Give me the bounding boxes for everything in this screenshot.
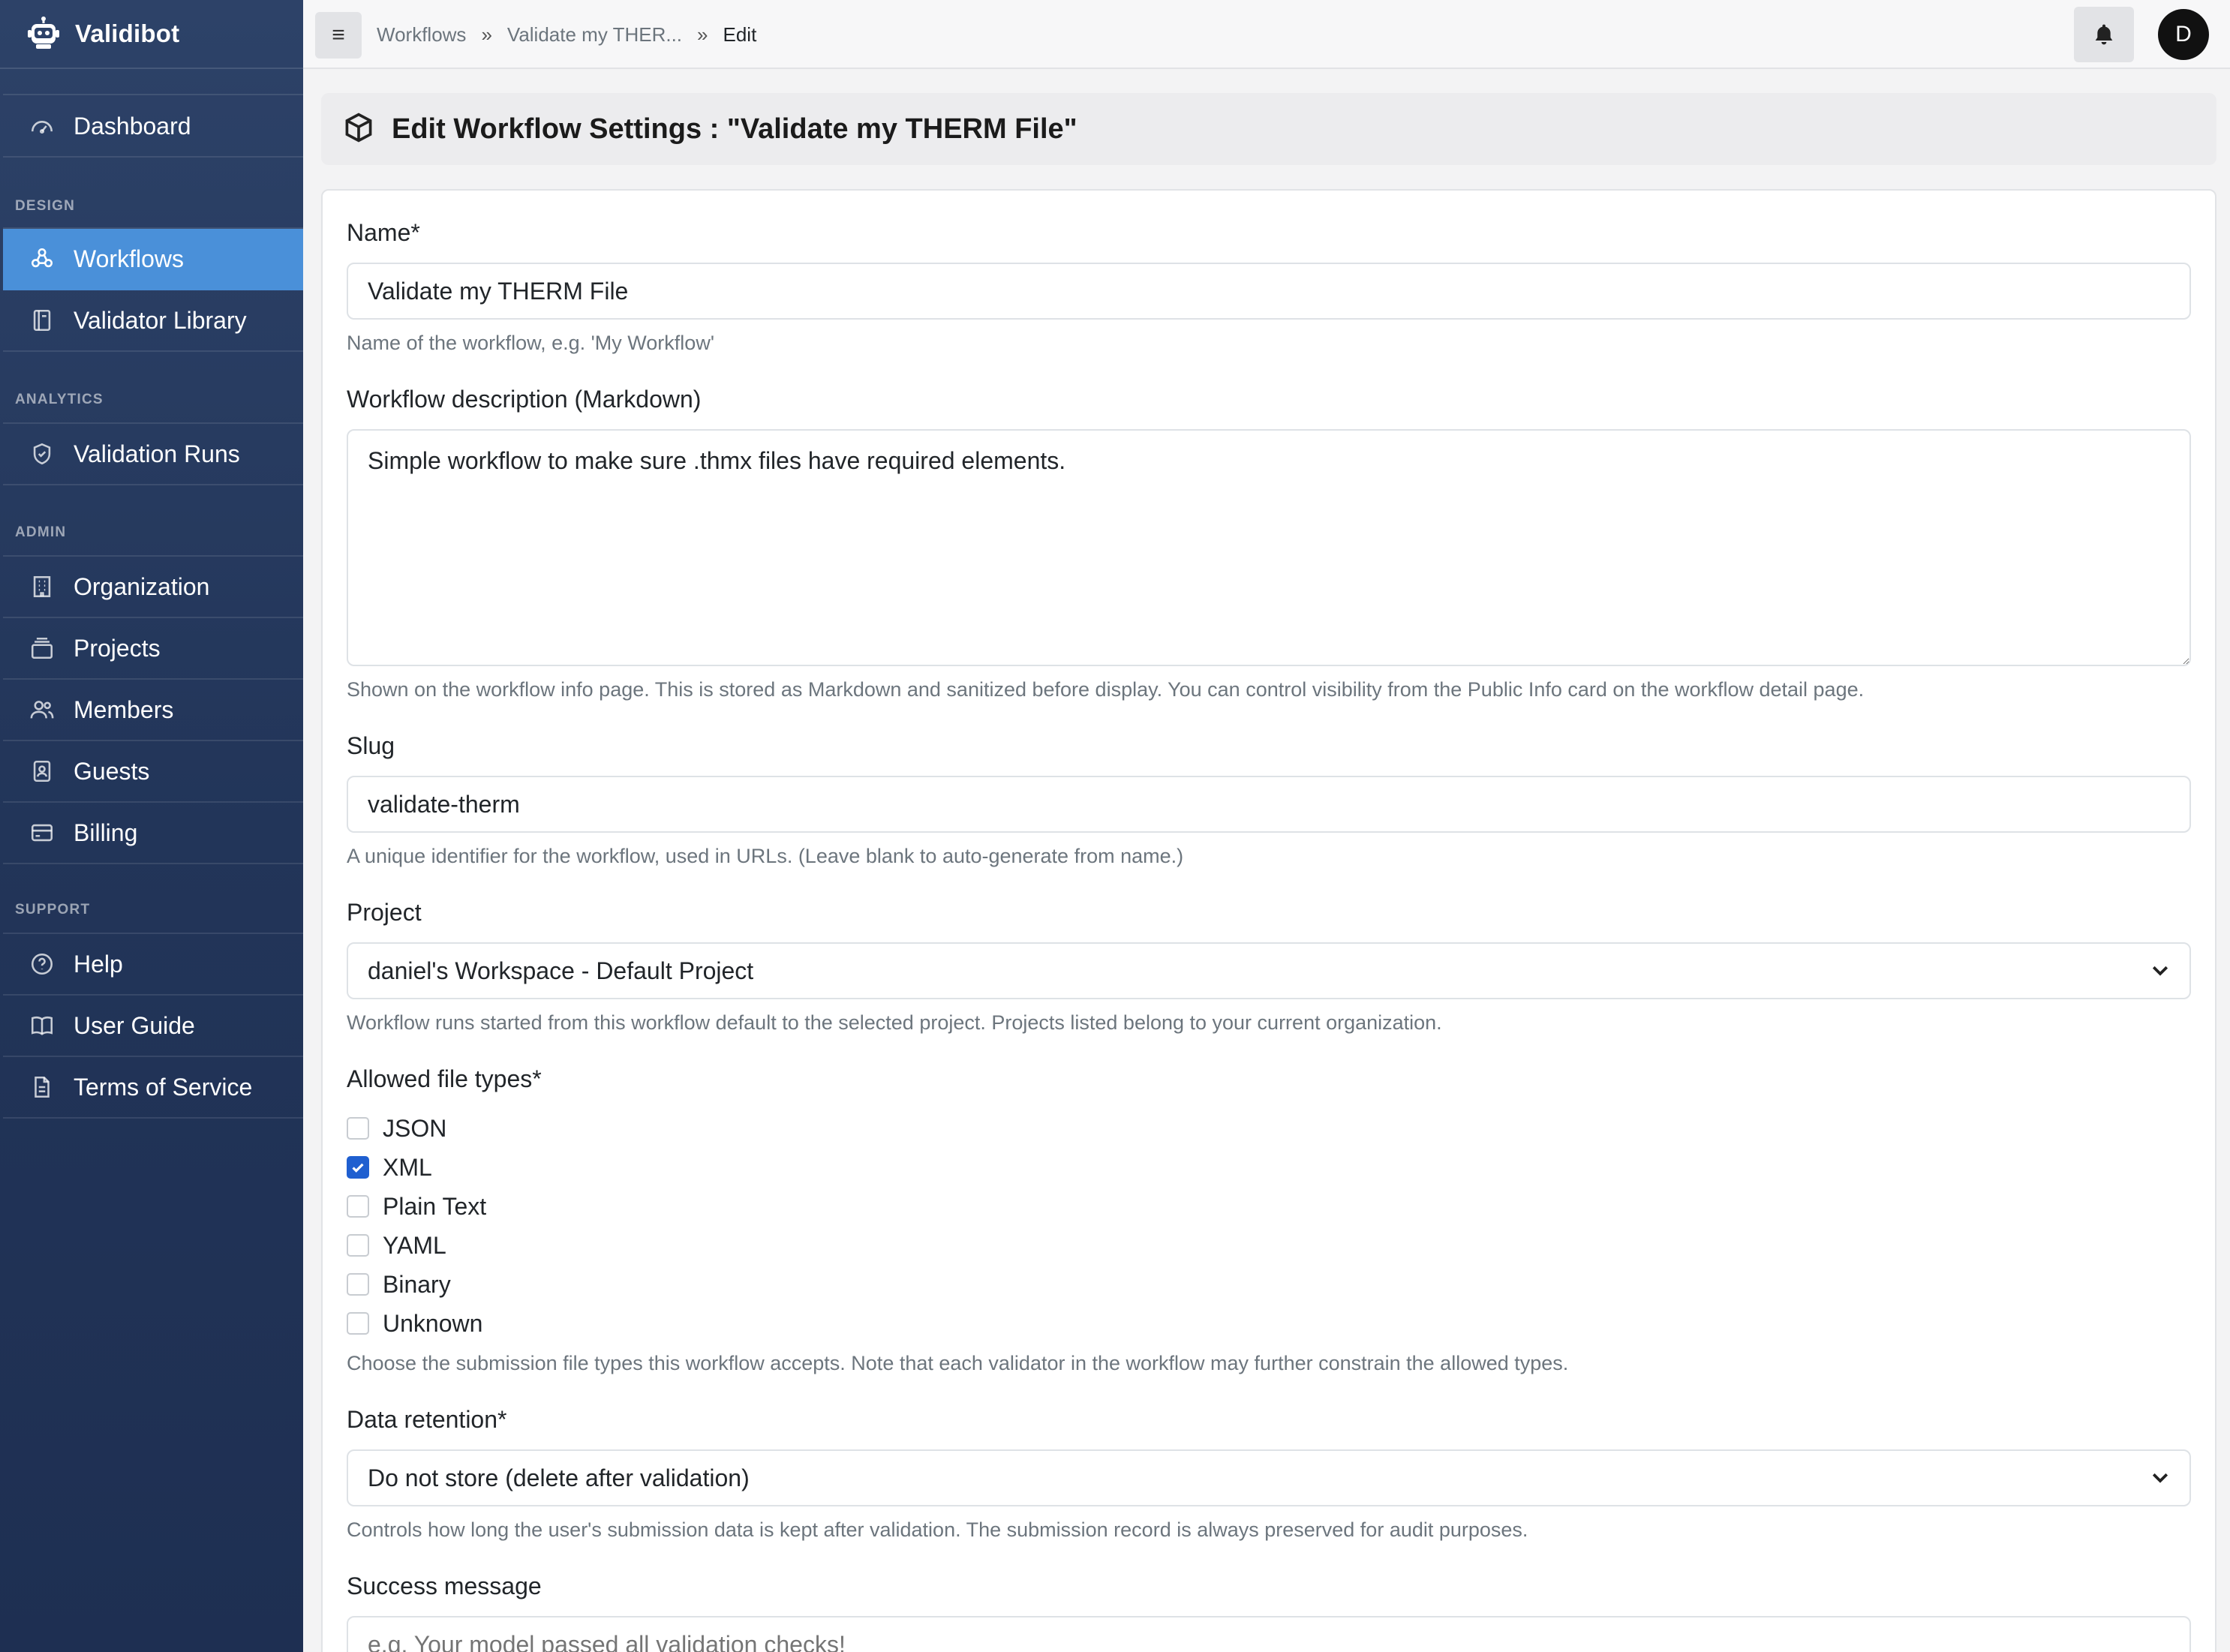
page-title: Edit Workflow Settings : "Validate my THERM File" (392, 113, 1077, 145)
sidebar-item-label: Projects (74, 634, 161, 662)
section-admin: ADMIN (15, 524, 67, 540)
checkbox[interactable] (347, 1156, 369, 1179)
sidebar-item-dashboard[interactable] (3, 96, 303, 158)
robot-logo-icon (26, 16, 62, 52)
open-book-icon (27, 1011, 57, 1041)
breadcrumb-current: Edit (723, 23, 757, 46)
retention-label: Data retention* (347, 1406, 507, 1433)
section-analytics: ANALYTICS (15, 392, 104, 407)
sidebar-item-validation-runs[interactable] (3, 424, 303, 485)
document-icon (27, 1072, 57, 1102)
sidebar-item-projects[interactable] (3, 618, 303, 680)
slug-field[interactable] (347, 776, 2191, 833)
sidebar-item-label: Organization (74, 572, 210, 600)
file-types-help: Choose the submission file types this workflow accepts. Note that each validator in the workflow may further constrain the allowed types. (347, 1352, 1569, 1374)
checkbox-label: YAML (383, 1231, 446, 1259)
sidebar-item-billing[interactable] (3, 803, 303, 864)
retention-select[interactable] (347, 1449, 2191, 1506)
sidebar-item-organization[interactable] (3, 557, 303, 618)
sidebar-item-label: Terms of Service (74, 1073, 253, 1101)
checkbox-label: JSON (383, 1114, 447, 1142)
sidebar-item-label: Validation Runs (74, 440, 240, 467)
checkbox[interactable] (347, 1117, 369, 1140)
checkbox[interactable] (347, 1273, 369, 1296)
success-message-label: Success message (347, 1572, 542, 1599)
checkbox-label: Binary (383, 1270, 451, 1298)
topbar (303, 0, 2230, 69)
success-message-field[interactable] (347, 1616, 2191, 1652)
slug-help: A unique identifier for the workflow, used in URLs. (Leave blank to auto-generate from name.) (347, 845, 1184, 867)
sidebar-item-label: Dashboard (74, 112, 191, 140)
question-icon (27, 949, 57, 979)
page-header (321, 93, 2216, 165)
filetype-plaintext-option[interactable] (347, 1191, 486, 1221)
chevron-down-icon (2149, 959, 2171, 981)
sidebar-item-label: Billing (74, 818, 138, 846)
sidebar-item-terms[interactable] (3, 1057, 303, 1119)
retention-select-value[interactable]: Do not store (delete after validation) (347, 1449, 2191, 1506)
name-help: Name of the workflow, e.g. 'My Workflow' (347, 332, 714, 354)
sidebar-item-label: Members (74, 695, 174, 723)
sidebar-item-label: User Guide (74, 1011, 195, 1039)
checkmark-icon (350, 1159, 366, 1176)
checkbox[interactable] (347, 1312, 369, 1335)
name-field[interactable] (347, 263, 2191, 320)
project-select[interactable] (347, 942, 2191, 999)
description-help: Shown on the workflow info page. This is stored as Markdown and sanitized before display. You can control visibility from the Public Info card on the workflow detail page. (347, 678, 1865, 701)
retention-help: Controls how long the user's submission data is kept after validation. The submission record is always preserved for audit purposes. (347, 1518, 1528, 1541)
brand-name: Validibot (75, 20, 180, 47)
people-icon (27, 695, 57, 725)
project-help: Workflow runs started from this workflow default to the selected project. Projects listed belong to your current organization. (347, 1011, 1442, 1034)
sidebar-item-label: Workflows (74, 245, 184, 272)
project-select-value[interactable]: daniel's Workspace - Default Project (347, 942, 2191, 999)
filetype-yaml-option[interactable] (347, 1230, 446, 1260)
credit-card-icon (27, 818, 57, 848)
avatar[interactable]: D (2158, 9, 2209, 60)
breadcrumb-workflow[interactable]: Validate my THER... (506, 23, 683, 46)
notifications-button[interactable] (2074, 7, 2134, 62)
checkbox-label: XML (383, 1153, 432, 1181)
checkbox[interactable] (347, 1195, 369, 1218)
sidebar (0, 0, 303, 1652)
project-label: Project (347, 899, 422, 926)
sidebar-item-label: Validator Library (74, 306, 247, 334)
sidebar-item-members[interactable] (3, 680, 303, 741)
divider (3, 94, 303, 95)
section-support: SUPPORT (15, 902, 91, 918)
sidebar-item-label: Guests (74, 757, 150, 785)
cube-icon (342, 111, 375, 148)
checkbox-label: Unknown (383, 1309, 483, 1337)
filetype-binary-option[interactable] (347, 1269, 451, 1299)
menu-toggle-button[interactable]: ≡ (315, 12, 362, 59)
filetype-xml-option[interactable] (347, 1152, 432, 1182)
book-icon (27, 305, 57, 335)
building-icon (27, 572, 57, 602)
brand[interactable] (0, 0, 303, 69)
checkbox[interactable] (347, 1234, 369, 1257)
description-label: Workflow description (Markdown) (347, 386, 702, 413)
description-field[interactable] (347, 429, 2191, 666)
sidebar-item-label: Help (74, 950, 123, 978)
breadcrumb (377, 0, 756, 69)
slug-label: Slug (347, 732, 395, 759)
filetype-json-option[interactable] (347, 1113, 446, 1143)
filetype-unknown-option[interactable] (347, 1308, 482, 1338)
badge-icon (27, 756, 57, 786)
gauge-icon (27, 111, 57, 141)
sidebar-item-guests[interactable] (3, 741, 303, 803)
shield-check-icon (27, 439, 57, 469)
checkbox-label: Plain Text (383, 1192, 487, 1220)
workflow-icon (27, 244, 57, 274)
sidebar-item-workflows[interactable] (3, 229, 303, 290)
sidebar-item-user-guide[interactable] (3, 996, 303, 1057)
section-design: DESIGN (15, 198, 76, 214)
breadcrumb-separator: » (481, 23, 492, 46)
breadcrumb-separator: » (697, 23, 708, 46)
bell-icon (2092, 23, 2116, 47)
sidebar-item-validator-library[interactable] (3, 290, 303, 352)
sidebar-item-help[interactable] (3, 934, 303, 996)
breadcrumb-workflows[interactable]: Workflows (377, 23, 467, 46)
stack-icon (27, 633, 57, 663)
name-label: Name* (347, 219, 420, 246)
file-types-label: Allowed file types* (347, 1065, 542, 1092)
chevron-down-icon (2149, 1466, 2171, 1488)
